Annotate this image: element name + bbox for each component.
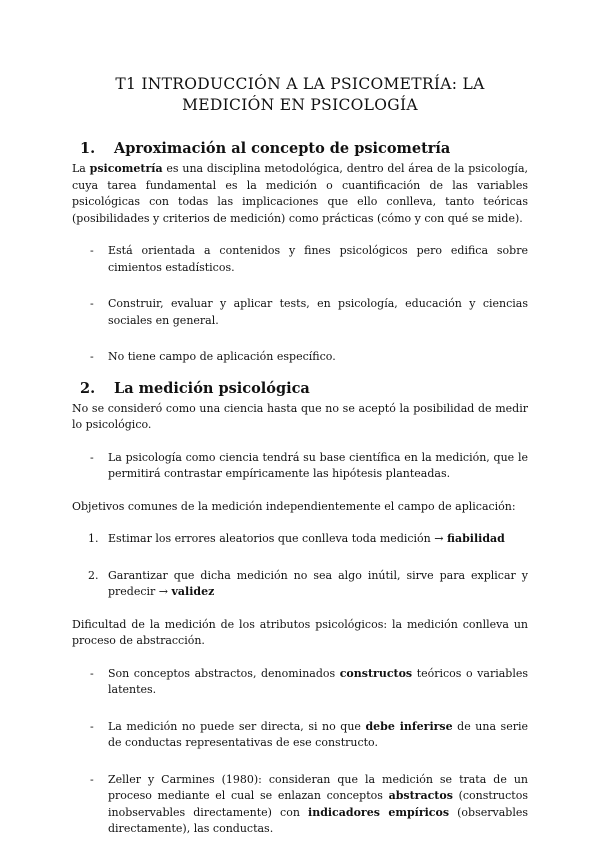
title-line-2: MEDICIÓN EN PSICOLOGÍA bbox=[182, 96, 418, 114]
section-2-intro: No se consideró como una ciencia hasta que no se aceptó la posibilidad de medir lo psicológico. bbox=[72, 401, 528, 431]
list-item: - Está orientada a contenidos y fines psicológicos pero edifica sobre cimientos estadísticos. bbox=[90, 244, 528, 274]
section-1-heading bbox=[72, 140, 528, 157]
section-2-title: La medición psicológica bbox=[114, 379, 310, 397]
title-line-1: T1 INTRODUCCIÓN A LA PSICOMETRÍA: LA bbox=[115, 75, 485, 93]
section-2-heading bbox=[72, 380, 528, 397]
list-item: - Son conceptos abstractos, denominados constructos teóricos o variables latentes. bbox=[90, 666, 528, 696]
list-item: - La medición no puede ser directa, si no que debe inferirse de una serie de conductas representativas de ese constructo. bbox=[90, 719, 528, 749]
list-item: - No tiene campo de aplicación específico. bbox=[90, 350, 336, 363]
document-title bbox=[72, 74, 528, 116]
objectives-intro: Objetivos comunes de la medición independientemente el campo de aplicación: bbox=[72, 499, 516, 513]
section-1-bullets bbox=[72, 243, 528, 366]
list-item: - La psicología como ciencia tendrá su base científica en la medición, que le permitirá contrastar empíricamente las hipótesis planteadas. bbox=[90, 450, 528, 480]
difficulty-bullets bbox=[72, 666, 528, 838]
difficulty-paragraph: Dificultad de la medición de los atributos psicológicos: la medición conlleva un proceso de abstracción. bbox=[72, 617, 528, 647]
list-item: 2. Garantizar que dicha medición no sea algo inútil, sirve para explicar y predecir → validez bbox=[88, 568, 528, 598]
list-item: - Zeller y Carmines (1980): consideran que la medición se trata de un proceso mediante el cual se enlazan conceptos abstractos (constructos inobservables directamente) con indicadores empíricos (observables directamente), las conductas. bbox=[90, 772, 528, 835]
section-1-number: 1. bbox=[80, 140, 96, 157]
list-item: 1. Estimar los errores aleatorios que conlleva toda medición → fiabilidad bbox=[88, 532, 505, 545]
section-1-intro: La psicometría es una disciplina metodológica, dentro del área de la psicología, cuya tarea fundamental es la medición o cuantificación de las variables psicológicas con todas las implicaciones que ello conlleva, tanto teóricas (posibilidades y criterios de medición) como prácticas (cómo y con qué se mide). bbox=[72, 162, 528, 225]
section-2-bullets bbox=[72, 450, 528, 483]
section-1-title: Aproximación al concepto de psicometría bbox=[114, 140, 451, 157]
section-2-number: 2. bbox=[80, 379, 96, 397]
objectives-list bbox=[72, 531, 528, 601]
list-item: - Construir, evaluar y aplicar tests, en psicología, educación y ciencias sociales en general. bbox=[90, 297, 528, 327]
